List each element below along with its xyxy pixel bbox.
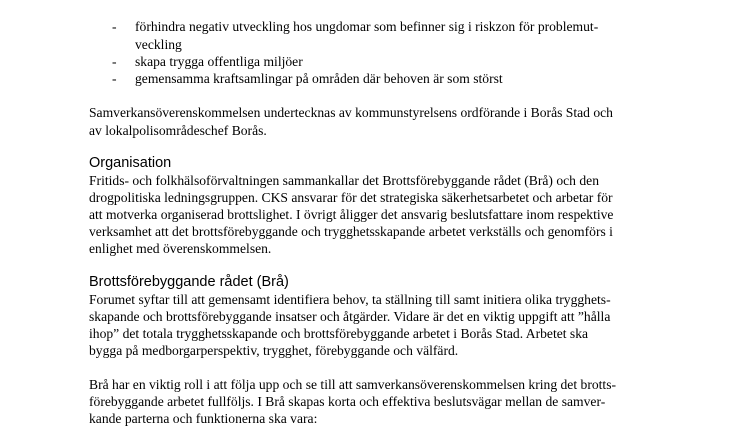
paragraph-line: bygga på medborgarperspektiv, trygghet, förebyggande och välfärd. — [89, 343, 459, 358]
paragraph-line: kande parterna och funktionerna ska vara: — [89, 411, 318, 426]
bullet-marker: - — [112, 71, 117, 86]
paragraph-line: Fritids- och folkhälsoförvaltningen sammankallar det Brottsförebyggande rådet (Brå) och den — [89, 173, 599, 188]
paragraph-line: Brå har en viktig roll i att följa upp och se till att samverkansöverenskommelsen kring det brotts- — [89, 377, 617, 392]
paragraph-line: enlighet med överenskommelsen. — [89, 241, 272, 256]
paragraph-line: Samverkansöverenskommelsen undertecknas av kommunstyrelsens ordförande i Borås Stad och — [89, 105, 613, 120]
bullet-text: skapa trygga offentliga miljöer — [135, 54, 303, 69]
paragraph-line: förebyggande arbetet fullföljs. I Brå skapas korta och effektiva beslutsvägar mellan de samver- — [89, 394, 606, 409]
paragraph-line: ihop” det totala trygghetsskapande och brottsförebyggande arbetet i Borås Stad. Arbetet ska — [89, 326, 589, 341]
section-heading: Brottsförebyggande rådet (Brå) — [89, 274, 289, 290]
section-heading: Organisation — [89, 155, 172, 171]
paragraph-line: verksamhet att det brottsförebyggande och trygghetsskapande arbetet verkställs och genomförs i — [89, 224, 613, 239]
bullet-text: gemensamma kraftsamlingar på områden där behoven är som störst — [135, 71, 503, 86]
paragraph-line: skapande och brottsförebyggande insatser och åtgärder. Vidare är det en viktig uppgift att ”hålla — [89, 309, 611, 324]
bullet-marker: - — [112, 19, 117, 34]
paragraph-line: av lokalpolisområdeschef Borås. — [89, 123, 267, 138]
bullet-text: förhindra negativ utveckling hos ungdomar som befinner sig i riskzon för problemut- — [135, 19, 599, 34]
bullet-marker: - — [112, 54, 117, 69]
bullet-text: veckling — [135, 37, 182, 52]
paragraph-line: drogpolitiska ledningsgruppen. CKS ansvarar för det strategiska säkerhetsarbetet och arbetar för — [89, 190, 613, 205]
paragraph-line: att motverka organiserad brottslighet. I övrigt åligger det ansvarig beslutsfattare inom respektive — [89, 207, 614, 222]
paragraph-line: Forumet syftar till att gemensamt identifiera behov, ta ställning till samt initiera olika trygghets- — [89, 292, 611, 307]
